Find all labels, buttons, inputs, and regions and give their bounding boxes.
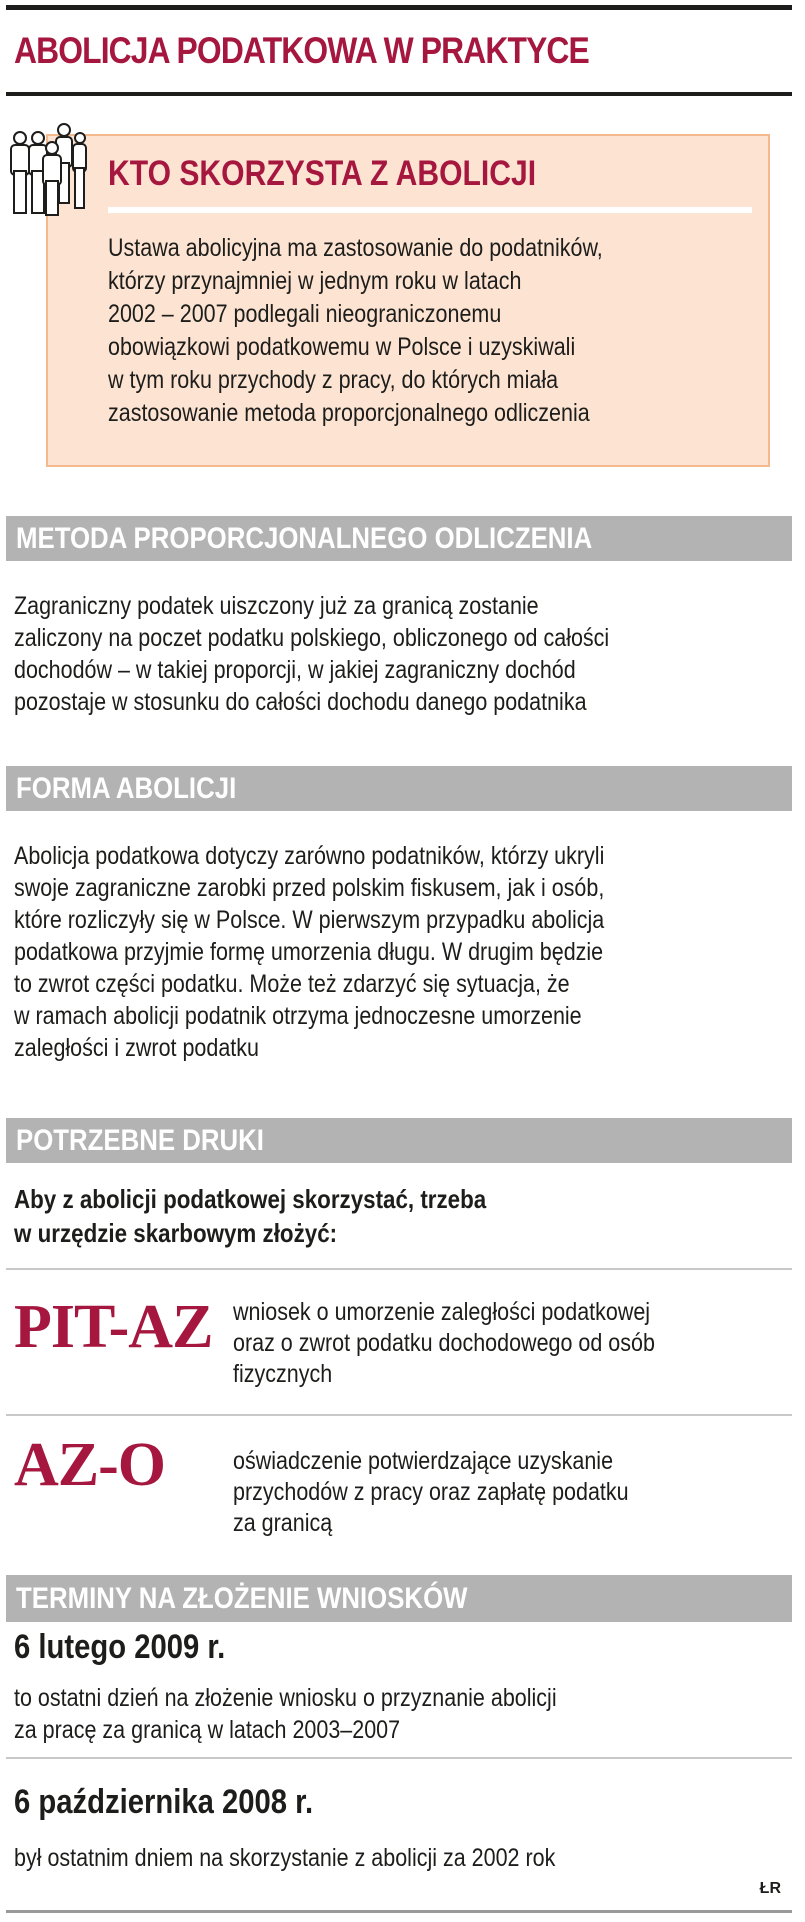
deadline-text: to ostatni dzień na złożenie wniosku o przyznanie abolicji za pracę za granicą w latach 2003–2007 (14, 1684, 557, 1744)
title-rule (6, 92, 792, 96)
divider (6, 1414, 792, 1416)
divider (6, 1268, 792, 1270)
bottom-rule (6, 1910, 792, 1913)
form-heading: FORMA ABOLICJI (6, 766, 792, 811)
forms-heading: POTRZEBNE DRUKI (6, 1118, 792, 1163)
deadline-date: 6 lutego 2009 r. (14, 1628, 226, 1666)
author-credit: ŁR (759, 1880, 781, 1897)
method-heading: METODA PROPORCJONALNEGO ODLICZENIA (6, 516, 792, 561)
method-text: Zagraniczny podatek uiszczony już za granicą zostanie zaliczony na poczet podatku polskiego, obliczonego od całości dochodów – w takiej proporcji, w jakiej zagraniczny dochód pozostaje w stosunku do całości dochodu danego podatnika (14, 592, 610, 716)
deadline-text: był ostatnim dniem na skorzystanie z abolicji za 2002 rok (14, 1844, 556, 1872)
top-rule (6, 5, 792, 10)
form-text: Abolicja podatkowa dotyczy zarówno podatników, którzy ukryli swoje zagraniczne zarobki przed polskim fiskusem, jak i osób, które rozliczyły się w Polsce. W pierwszym przypadku abolicja podatkowa przyjmie formę umorzenia długu. W drugim będzie to zwrot części podatku. Może też zdarzyć się sytuacja, że w ramach abolicji podatnik otrzyma jednoczesne umorzenie zaległości i zwrot podatku (14, 842, 605, 1062)
people-icon (8, 118, 88, 223)
page-title: ABOLICJA PODATKOWA W PRAKTYCE (14, 30, 589, 71)
deadline-date: 6 października 2008 r. (14, 1783, 314, 1821)
who-text: Ustawa abolicyjna ma zastosowanie do podatników, którzy przynajmniej w jednym roku w latach 2002 – 2007 podlegali nieograniczonemu obowiązkowi podatkowemu w Polsce i uzyskiwali w tym roku przychody z pracy, do których miała zastosowanie metoda proporcjonalnego odliczenia (108, 234, 603, 427)
form-desc-az-o: oświadczenie potwierdzające uzyskanie przychodów z pracy oraz zapłatę podatku za granicą (233, 1447, 629, 1537)
form-code-pit-az: PIT-AZ (14, 1293, 213, 1361)
divider (6, 1757, 792, 1759)
deadlines-heading: TERMINY NA ZŁOŻENIE WNIOSKÓW (6, 1575, 792, 1622)
form-code-az-o: AZ-O (14, 1431, 165, 1499)
who-heading: KTO SKORZYSTA Z ABOLICJI (108, 154, 537, 193)
form-desc-pit-az: wniosek o umorzenie zaległości podatkowej oraz o zwrot podatku dochodowego od osób fizycznych (233, 1298, 655, 1388)
forms-intro: Aby z abolicji podatkowej skorzystać, trzeba w urzędzie skarbowym złożyć: (14, 1184, 487, 1248)
who-divider (108, 207, 752, 213)
